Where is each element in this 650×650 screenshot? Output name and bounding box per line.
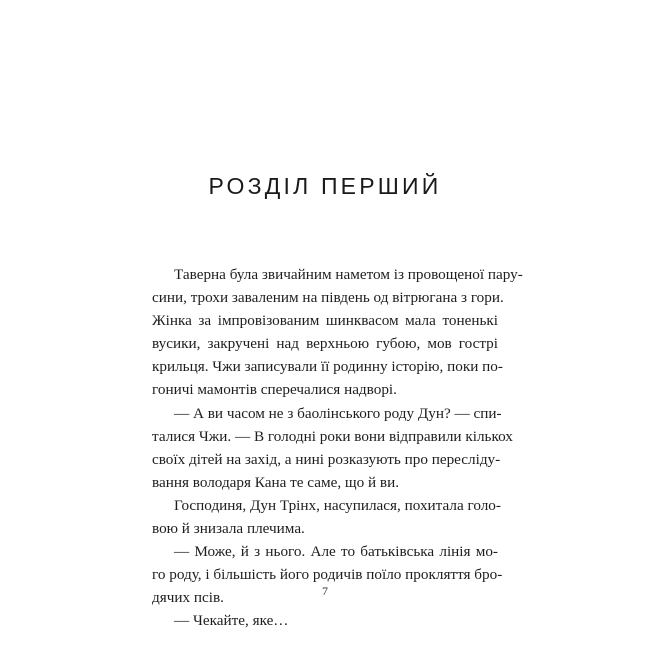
text-line: своїх дітей на захід, а нині розказують про пересліду- [152,450,501,468]
text-line: сини, трохи заваленим на південь од вітрюгана з гори. [152,289,504,307]
text-line: — Чекайте, яке… [174,612,289,630]
text-line: вою й знизала плечима. [152,520,305,538]
text-line: гоничі мамонтів сперечалися надворі. [152,381,397,399]
text-line: — А ви часом не з баолінського роду Дун? — спи- [174,404,502,422]
text-line: вання володаря Кана те саме, що й ви. [152,473,400,491]
body-text [152,263,523,633]
text-line: — Може, й з нього. Але то батьківська лінія мо- [174,543,498,561]
text-line: Господиня, Дун Трінх, насупилася, похитала голо- [174,496,501,514]
text-line: дячих псів. [152,589,224,607]
text-line: Жінка за імпровізованим шинквасом мала тоненькі [152,312,498,330]
text-line: Таверна була звичайним наметом із провощеної пару- [174,266,523,283]
text-line: го роду, і більшість його родичів поїло прокляття бро- [152,566,503,584]
text-line: крильця. Чжи записували її родинну історію, поки по- [152,358,503,376]
chapter-title: РОЗДІЛ ПЕРШИЙ [208,173,442,200]
text-line: талися Чжи. — В голодні роки вони відправили кількох [152,427,513,445]
page-number: 7 [322,584,328,598]
text-line: вусики, закручені над верхньою губою, мов гострі [152,335,498,353]
